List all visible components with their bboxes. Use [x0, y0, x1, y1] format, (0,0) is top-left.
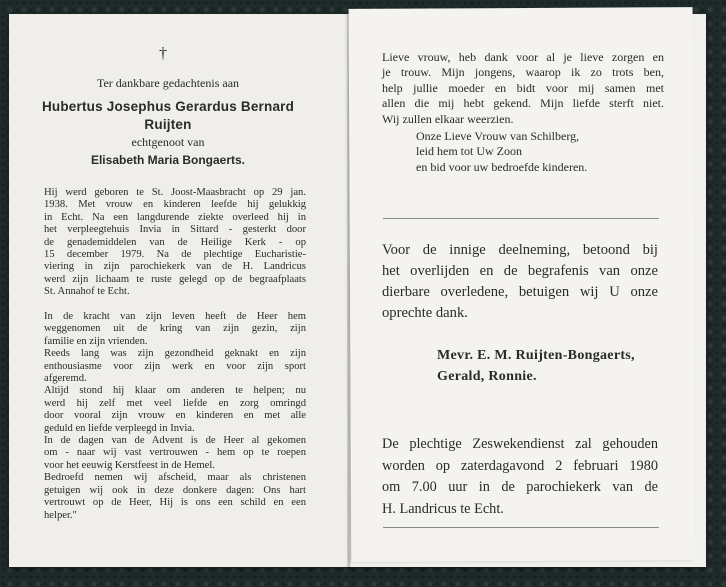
signer-line1: Mevr. E. M. Ruijten-Bongaerts,: [437, 348, 635, 363]
remembrance-line: In de dagen van de Advent is de Heer al gekomen: [44, 435, 306, 447]
remembrance-line: In de kracht van zijn leven heeft de Heer hem: [44, 311, 306, 322]
remembrance-line: door vooral zijn vrouw en kinderen en met alle: [44, 410, 306, 422]
farewell-line: help jullie moeder en bidt voor mij samen met: [382, 80, 664, 95]
bio-line: de genademiddelen van de Heilige Kerk - op: [44, 236, 306, 248]
bio-line: 1938. Met vrouw en kinderen leefde hij gelukkig: [44, 199, 306, 211]
remembrance-line: vertrouwt op de Heer, Hij is ons een schild en een: [44, 497, 306, 509]
bio-line: 15 december 1979. Na de plechtige Eucharistie-: [44, 249, 306, 261]
remembrance-line: helper.": [44, 509, 77, 521]
thanks-message: [382, 240, 658, 324]
remembrance-line: voor het eeuwig Kerstfeest in de Hemel.: [44, 459, 215, 471]
thanks-line: oprechte dank.: [382, 305, 468, 321]
service-line: De plechtige Zeswekendienst zal gehouden: [382, 436, 658, 452]
prayer-verse: [416, 129, 656, 175]
remembrance-paragraph: [44, 311, 306, 522]
bio-line: St. Annahof te Echt.: [44, 286, 130, 298]
farewell-line: Lieve vrouw, heb dank voor al je lieve zorgen en: [382, 50, 664, 64]
bio-line: in Echt. Na een langdurende ziekte overleed hij in: [44, 211, 306, 223]
remembrance-line: weggenomen uit de kring van zijn gezin, zijn: [44, 323, 306, 335]
remembrance-line: Reeds lang was zijn gezondheid geknakt en zijn: [44, 348, 306, 360]
service-line: om 7.00 uur in de parochiekerk van de: [382, 479, 658, 495]
bio-line: viering in zijn parochiekerk van de H. Landricus: [44, 261, 306, 273]
family-signature: [437, 345, 667, 387]
service-line: H. Landricus te Echt.: [382, 500, 504, 517]
verse-line: en bid voor uw bedroefde kinderen.: [416, 159, 588, 174]
bio-line: Hij werd geboren te St. Joost-Maasbracht op 29 jan.: [44, 187, 306, 198]
remembrance-line: afgeremd.: [44, 373, 87, 385]
verse-line: leid hem tot Uw Zoon: [416, 144, 522, 159]
deceased-name-line1: Hubertus Josephus Gerardus Bernard: [41, 99, 295, 114]
service-announcement: [382, 434, 658, 520]
farewell-message: [382, 50, 664, 127]
spouse-label: echtgenoot van: [131, 135, 205, 149]
remembrance-line: getuigen wij ook in deze donkere dagen: Ons hart: [44, 484, 306, 496]
remembrance-line: om - naar wij vast vertrouwen - hem op te roepen: [44, 447, 306, 459]
deceased-name-line2: Ruijten: [144, 117, 192, 132]
divider-line: [383, 218, 659, 219]
cross-icon: †: [159, 45, 167, 62]
signer-line2: Gerald, Ronnie.: [437, 369, 537, 384]
biography-paragraph: [44, 187, 306, 299]
remembrance-line: Altijd stond hij klaar om anderen te helpen; nu: [44, 385, 306, 397]
farewell-line: allen die mij hebt gekend. Mijn liefde sterft niet.: [382, 96, 664, 111]
deceased-name: [30, 98, 306, 134]
verse-line: Onze Lieve Vrouw van Schilberg,: [416, 129, 580, 143]
service-line: worden op zaterdagavond 2 februari 1980: [382, 457, 658, 474]
divider-line-bottom: [383, 527, 659, 528]
bio-line: het verpleegtehuis Invia in Sittard - gesterkt door: [44, 224, 306, 236]
bio-line: werd zijn lichaam te ruste gelegd op de begraafplaats: [44, 273, 306, 285]
thanks-line: dierbare overledene, betuigen wij U onze: [382, 284, 658, 300]
dedication-line: Ter dankbare gedachtenis aan: [96, 76, 240, 90]
farewell-line: je trouw. Mijn jongens, waarop ik zo trots ben,: [382, 65, 664, 80]
remembrance-line: geduld en liefde verpleegd in Invia.: [44, 422, 195, 434]
remembrance-line: werd hij zelf met veel liefde en zorg omringd: [44, 397, 306, 409]
thanks-line: Voor de innige deelneming, betoond bij: [382, 242, 658, 258]
farewell-line: Wij zullen elkaar weerzien.: [382, 111, 514, 126]
spouse-name: Elisabeth Maria Bongaerts.: [90, 153, 246, 167]
thanks-line: het overlijden en de begrafenis van onze: [382, 263, 658, 279]
remembrance-line: familie en zijn vrienden.: [44, 335, 148, 347]
remembrance-line: enthousiasme voor zijn werk en voor zijn sport: [44, 360, 306, 372]
remembrance-line: Bedroefd nemen wij afscheid, maar als christenen: [44, 472, 306, 484]
